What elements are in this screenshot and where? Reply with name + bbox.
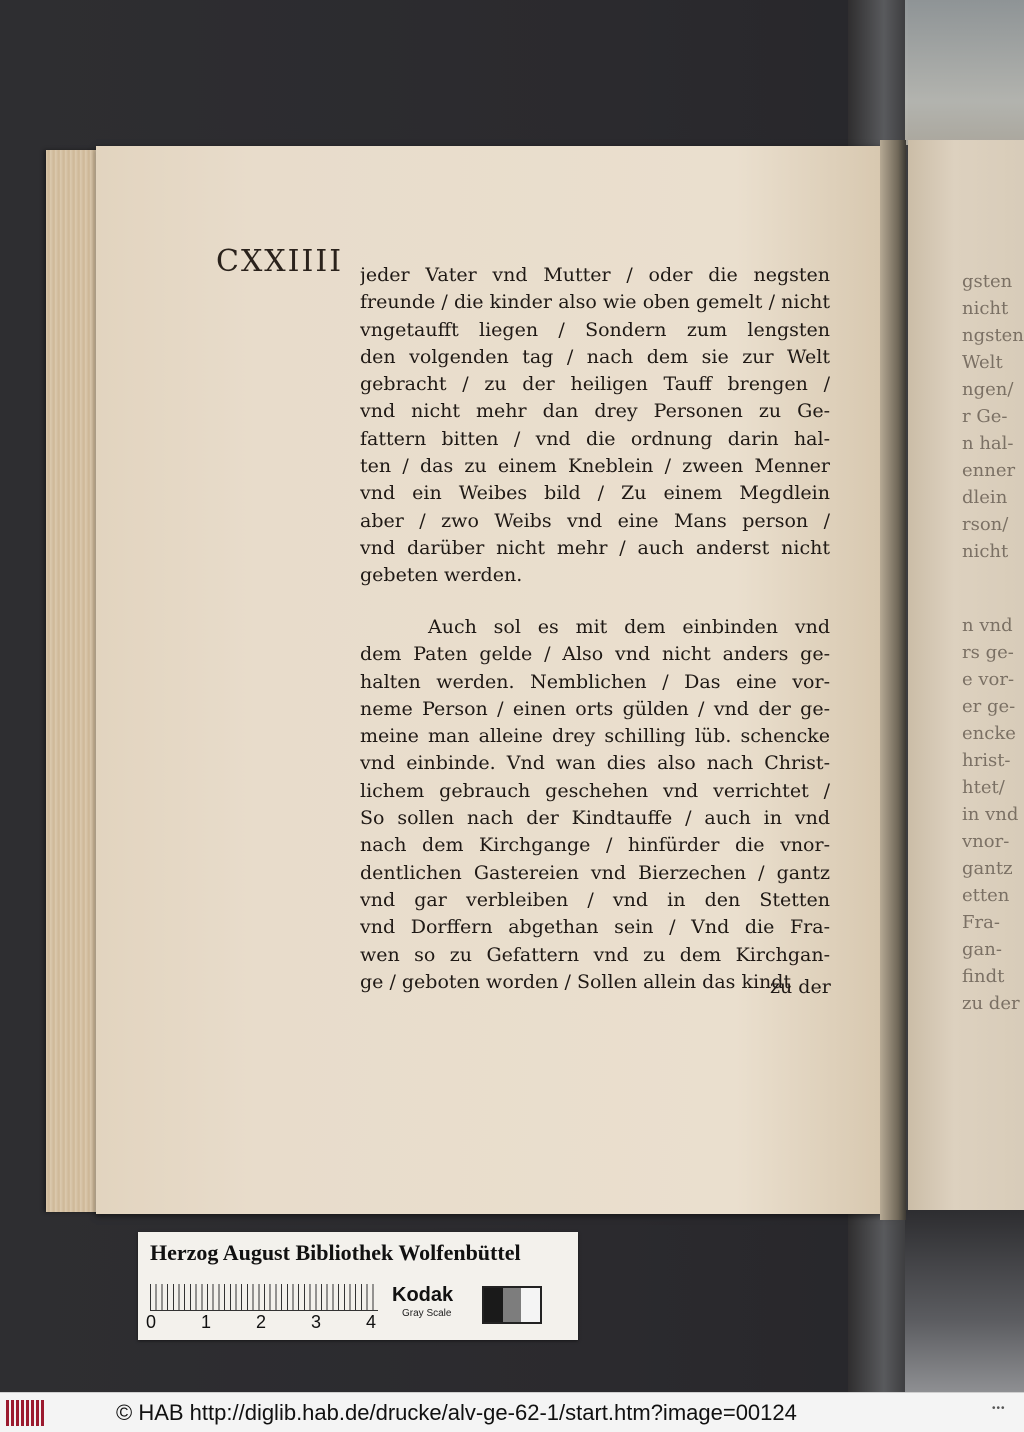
folio-number: CXXIIII: [216, 244, 344, 279]
facing-text-line: vnor-: [962, 831, 1010, 852]
facing-text-line: n vnd: [962, 615, 1013, 636]
facing-page-text-upper: [962, 268, 1024, 565]
facing-text-line: enner: [962, 460, 1016, 481]
text-line: vngetaufft liegen / Sondern zum lengsten: [360, 318, 830, 341]
glass-plate-bottom: [905, 1210, 1024, 1392]
paragraph-2: [360, 614, 830, 996]
facing-text-line: dlein: [962, 487, 1008, 508]
more-dots-icon: •••: [992, 1403, 1006, 1414]
library-color-chart-label: [138, 1232, 578, 1340]
gray-scale-patches: [482, 1286, 542, 1324]
facing-text-line: hrist-: [962, 750, 1011, 771]
ruler-number: 3: [311, 1312, 322, 1332]
facing-text-line: gsten: [962, 271, 1013, 292]
text-line: neme Person / einen orts gülden / vnd der ge-: [360, 697, 830, 720]
text-line: vnd Dorffern abgethan sein / Vnd die Fra-: [360, 916, 830, 939]
facing-page-text-lower: [962, 612, 1024, 1017]
text-line: halten werden. Nemblichen / Das eine vor-: [360, 670, 830, 693]
facing-text-line: zu der: [962, 993, 1020, 1014]
copyright-url-text[interactable]: © HAB http://diglib.hab.de/drucke/alv-ge-62-1/start.htm?image=00124: [116, 1400, 797, 1425]
page-gutter: [880, 140, 906, 1220]
text-line: dentlichen Gastereien vnd Bierzechen / gantz: [360, 861, 830, 884]
text-line: nach dem Kirchgange / hinfürder die vnor-: [360, 834, 830, 857]
text-line: vnd ein Weibes bild / Zu einem Megdlein: [360, 482, 830, 505]
facing-text-line: er ge-: [962, 696, 1016, 717]
text-line: vnd nicht mehr dan drey Personen zu Ge-: [360, 400, 830, 423]
measurement-ruler: [150, 1284, 378, 1311]
facing-text-line: ngsten: [962, 325, 1024, 346]
footer-bar: [0, 1392, 1024, 1432]
facing-text-line: ngen/: [962, 379, 1014, 400]
kodak-brand: Kodak: [392, 1284, 454, 1306]
text-line: vnd darüber nicht mehr / auch anderst nicht: [360, 536, 830, 559]
text-line: meine man alleine drey schilling lüb. schencke: [360, 725, 830, 748]
hab-logo-icon: [6, 1400, 46, 1426]
ruler-number: 1: [201, 1312, 212, 1332]
facing-text-line: encke: [962, 723, 1016, 744]
facing-text-line: n hal-: [962, 433, 1014, 454]
text-line: ge / geboten worden / Sollen allein das kindt: [360, 970, 792, 993]
facing-text-line: htet/: [962, 777, 1005, 798]
facing-text-line: gantz: [962, 858, 1013, 879]
facing-text-line: gan-: [962, 939, 1002, 960]
gray-scale-caption: Gray Scale: [402, 1308, 452, 1319]
text-line: aber / zwo Weibs vnd eine Mans person /: [360, 509, 830, 532]
text-line: So sollen nach der Kindtauffe / auch in vnd: [360, 807, 830, 830]
facing-text-line: findt: [962, 966, 1005, 987]
glass-plate-top: [905, 0, 1024, 145]
text-line: den volgenden tag / nach dem sie zur Welt: [360, 345, 830, 368]
text-line: Auch sol es mit dem einbinden vnd: [428, 616, 830, 638]
facing-text-line: nicht: [962, 541, 1009, 562]
facing-text-line: Fra-: [962, 912, 1000, 933]
text-line: dem Paten gelde / Also vnd nicht anders ge-: [360, 643, 830, 666]
text-line: vnd einbinde. Vnd wan dies also nach Christ-: [360, 752, 830, 775]
text-line: wen so zu Gefattern vnd zu dem Kirchgan-: [360, 943, 830, 966]
ruler-number: 0: [146, 1312, 157, 1332]
text-line: ten / das zu einem Kneblein / zween Menner: [360, 455, 830, 478]
facing-text-line: in vnd: [962, 804, 1019, 825]
facing-text-line: rs ge-: [962, 642, 1014, 663]
text-line: gebracht / zu der heiligen Tauff brengen /: [360, 373, 830, 396]
ruler-number: 4: [366, 1312, 377, 1332]
facing-text-line: rson/: [962, 514, 1009, 535]
facing-text-line: nicht: [962, 298, 1009, 319]
library-name: Herzog August Bibliothek Wolfenbüttel: [150, 1240, 521, 1265]
paragraph-1: [360, 262, 830, 590]
ruler-number: 2: [256, 1312, 267, 1332]
text-line: jeder Vater vnd Mutter / oder die negsten: [360, 264, 830, 286]
ruler-numbers: [146, 1312, 386, 1334]
facing-text-line: Welt: [962, 352, 1003, 373]
text-line: gebeten werden.: [360, 564, 523, 587]
facing-text-line: etten: [962, 885, 1010, 906]
facing-text-line: e vor-: [962, 669, 1015, 690]
text-line: fattern bitten / vnd die ordnung darin hal-: [360, 427, 830, 450]
text-line: lichem gebrauch geschehen vnd verrichtet /: [360, 779, 830, 802]
catchword: zu der: [770, 976, 831, 998]
text-line: freunde / die kinder also wie oben gemelt / nicht: [360, 291, 830, 314]
text-line: vnd gar verbleiben / vnd in den Stetten: [360, 888, 830, 911]
facing-text-line: r Ge-: [962, 406, 1008, 427]
